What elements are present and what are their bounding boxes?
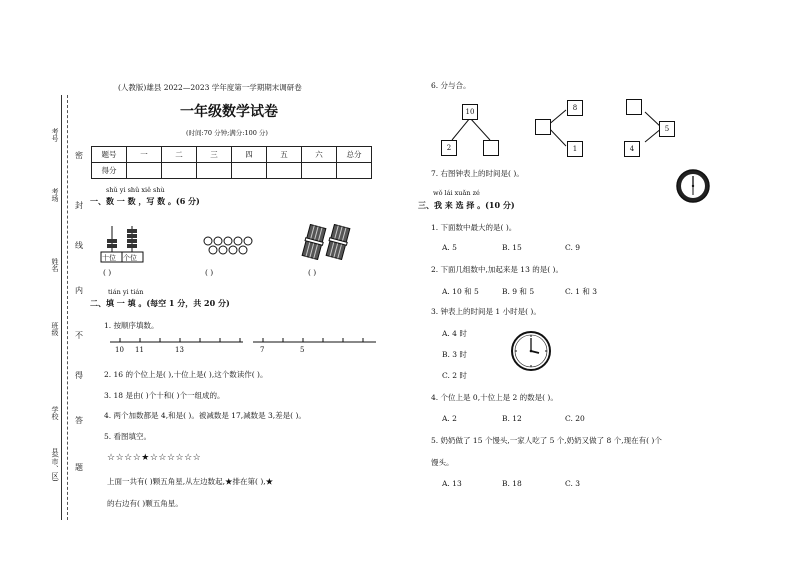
section3-heading: 三、我 来 选 择 。(10 分) [418,200,515,210]
bond-box: 4 [624,141,640,157]
c5b-text: 馒头。 [431,458,454,467]
c4-option-b[interactable]: B. 12 [502,414,522,423]
score-input-cell[interactable] [267,163,302,179]
bond-box: 5 [659,121,675,137]
q3-text: 3. 18 是由( )个十和( )个一组成的。 [104,391,225,400]
c5-option-b[interactable]: B. 18 [502,479,522,488]
exam-title: 一年级数学试卷 [180,104,278,120]
seal-char: 密 [75,151,83,160]
c3-text: 3. 钟表上的时间是 1 小时是( )。 [431,307,541,316]
c1-option-c[interactable]: C. 9 [565,243,581,252]
c4-text: 4. 个位上是 0,十位上是 2 的数是( )。 [431,393,558,402]
seal-char: 封 [75,201,83,210]
bond-box: 1 [567,141,583,157]
label-school: 学校 [51,406,59,420]
c3-option-b[interactable]: B. 3 时 [442,350,467,359]
section2-heading: 二、填 一 填 。(每空 1 分，共 20 分) [90,298,230,308]
exam-meta: (时间:70 分钟;满分:100 分) [186,129,268,137]
seal-char: 不 [75,331,83,340]
numline-label: 7 [260,346,265,354]
score-cell: 一 [127,147,162,163]
c2-option-c[interactable]: C. 1 和 3 [565,287,598,296]
stick-bundles-icon [300,224,356,260]
seal-char: 内 [75,286,83,295]
exam-subtitle: (人教版)雄县 2022—2023 学年度第一学期期末调研卷 [118,83,302,92]
score-input-cell[interactable] [127,163,162,179]
section1-heading: 一、数 一 数 ，写 数 。(6 分) [90,196,200,206]
score-value-row [92,163,372,179]
numline-label: 11 [135,346,144,354]
q4-text: 4. 两个加数都是 4,和是( )。被减数是 17,减数是 3,差是( )。 [104,411,306,420]
bond-box: 2 [441,140,457,156]
numline-label: 13 [175,346,184,354]
score-cell: 五 [267,147,302,163]
c1-option-b[interactable]: B. 15 [502,243,522,252]
clock-icon [675,168,711,204]
seal-char: 得 [75,371,83,380]
label-exam-no: 考号 [51,128,59,142]
section2-pinyin: tián yi tián [108,288,144,296]
stars-row: ☆☆☆☆★☆☆☆☆☆☆ [107,453,202,463]
wall-clock-icon [510,330,552,372]
score-cell: 二 [162,147,197,163]
bond-box: 8 [567,100,583,116]
c5a-text: 5. 奶奶做了 15 个馒头,一家人吃了 5 个,奶奶又做了 8 个,现在有( )个 [431,436,662,445]
score-cell: 总分 [337,147,372,163]
c3-option-c[interactable]: C. 2 时 [442,371,467,380]
c2-option-b[interactable]: B. 9 和 5 [502,287,535,296]
q5a-text: 上面一共有( )颗五角星,从左边数起,★排在第( ),★ [107,477,274,486]
c4-option-c[interactable]: C. 20 [565,414,585,423]
answer-paren[interactable]: ( ) [103,268,112,277]
section3-pinyin: wǒ lái xuǎn zé [433,189,480,197]
bond-answer-box[interactable] [483,140,499,156]
score-cell: 三 [197,147,232,163]
seal-char: 答 [75,416,83,425]
label-district: 县(市、区) [51,448,59,482]
score-input-cell[interactable] [302,163,337,179]
bond-box: 10 [462,104,478,120]
c1-text: 1. 下面数中最大的是( )。 [431,223,517,232]
answer-paren[interactable]: ( ) [205,268,214,277]
score-input-cell[interactable] [232,163,267,179]
margin-rule [61,95,62,520]
c5-option-c[interactable]: C. 3 [565,479,581,488]
c2-option-a[interactable]: A. 10 和 5 [442,287,479,296]
label-class: 班级 [51,322,59,336]
score-table [91,146,372,179]
c2-text: 2. 下面几组数中,加起来是 13 的是( )。 [431,265,563,274]
numline-label: 5 [300,346,305,354]
abacus-tens-label: 十位 [102,254,116,262]
q6-text: 6. 分与合。 [431,81,471,90]
q5-text: 5. 看图填空。 [104,432,152,441]
score-cell: 题号 [92,147,127,163]
c1-option-a[interactable]: A. 5 [442,243,457,252]
c3-option-a[interactable]: A. 4 时 [442,329,467,338]
abacus-ones-label: 个位 [123,254,137,262]
cut-line [67,95,69,520]
number-lines [108,336,378,356]
q2-text: 2. 16 的个位上是( ),十位上是( ),这个数读作( )。 [104,370,268,379]
score-cell: 四 [232,147,267,163]
answer-paren[interactable]: ( ) [308,268,317,277]
c4-option-a[interactable]: A. 2 [442,414,457,423]
score-input-cell[interactable] [337,163,372,179]
section1-pinyin: shǔ yi shǔ xiě shù [106,186,165,194]
score-input-cell[interactable] [162,163,197,179]
bond-answer-box[interactable] [626,99,642,115]
q1-text: 1. 按顺序填数。 [104,321,159,330]
q5b-text: 的右边有( )颗五角星。 [107,499,183,508]
score-cell: 六 [302,147,337,163]
q7-text: 7. 右图钟表上的时间是( )。 [431,169,524,178]
seal-char: 线 [75,241,83,250]
score-input-cell[interactable] [197,163,232,179]
score-cell: 得分 [92,163,127,179]
label-name: 姓名 [51,258,59,272]
bond-answer-box[interactable] [535,119,551,135]
score-header-row [92,147,372,163]
c5-option-a[interactable]: A. 13 [442,479,462,488]
label-exam-room: 考场 [51,188,59,202]
circles-icon [203,236,257,256]
numline-label: 10 [115,346,124,354]
seal-char: 题 [75,463,83,472]
